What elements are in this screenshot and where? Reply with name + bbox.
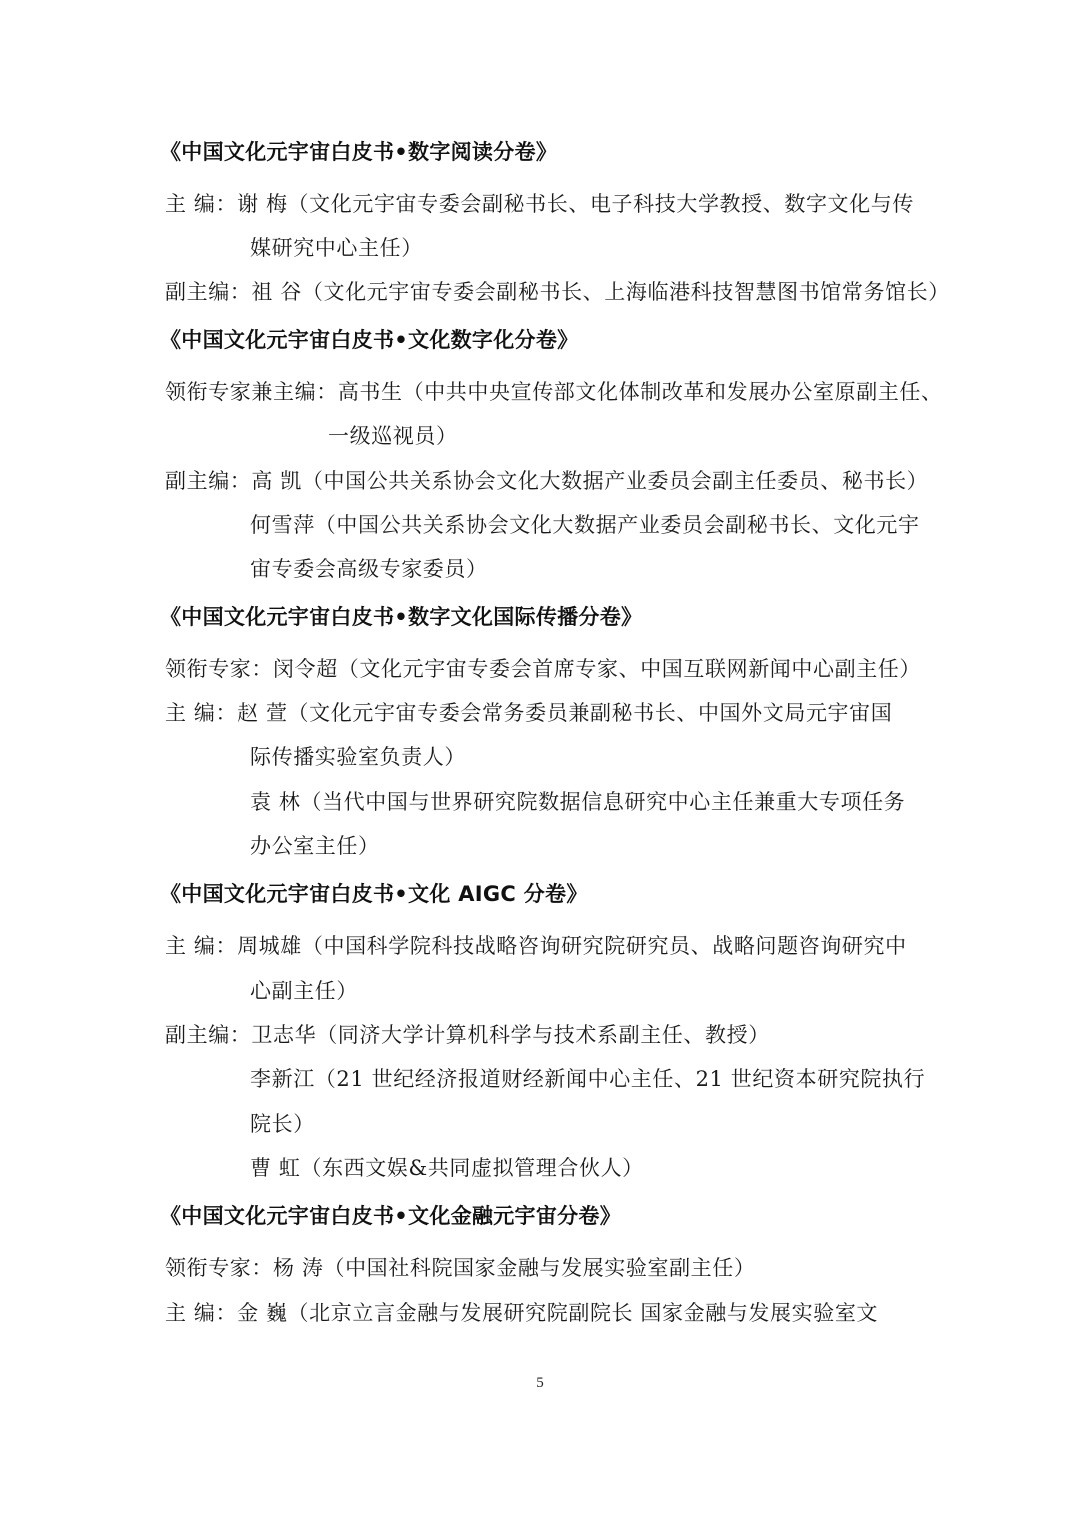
- lead-expert-line: [165, 1254, 755, 1282]
- continuation-line: 一级巡视员）: [328, 424, 458, 448]
- role-label: 领衔专家：: [165, 657, 273, 681]
- person-entry: 赵 萱（文化元宇宙专委会常务委员兼副秘书长、中国外文局元宇宙国: [237, 701, 893, 725]
- person-entry: 谢 梅（文化元宇宙专委会副秘书长、电子科技大学教授、数字文化与传: [237, 192, 914, 216]
- section-title-cultural-finance: 《中国文化元宇宙白皮书•文化金融元宇宙分卷》: [160, 1204, 622, 1228]
- role-label: 副主编：: [165, 280, 252, 304]
- role-label: 主 编：: [165, 1301, 238, 1325]
- person-entry: 周城雄（中国科学院科技战略咨询研究院研究员、战略问题咨询研究中: [237, 934, 907, 958]
- role-label: 主 编：: [165, 701, 238, 725]
- editor-line: [165, 699, 892, 727]
- continuation-line: 宙专委会高级专家委员）: [250, 557, 488, 581]
- role-label: 副主编：: [165, 1023, 252, 1047]
- continuation-line: 际传播实验室负责人）: [250, 745, 466, 769]
- person-entry: 高 凯（中国公共关系协会文化大数据产业委员会副主任委员、秘书长）: [251, 469, 929, 493]
- editor-line: [165, 1299, 878, 1327]
- person-entry: 高书生（中共中央宣传部文化体制改革和发展办公室原副主任、: [337, 380, 943, 404]
- deputy-editor-line: [165, 467, 928, 495]
- role-label: 领衔专家：: [165, 1256, 273, 1280]
- person-entry-line: 何雪萍（中国公共关系协会文化大数据产业委员会副秘书长、文化元宇: [250, 513, 920, 537]
- lead-expert-editor-line: [165, 378, 943, 406]
- section-title-international-communication: 《中国文化元宇宙白皮书•数字文化国际传播分卷》: [160, 605, 643, 629]
- role-label: 主 编：: [165, 192, 238, 216]
- person-entry: 卫志华（同济大学计算机科学与技术系副主任、教授）: [251, 1023, 770, 1047]
- person-entry-line: 曹 虹（东西文娱&共同虚拟管理合伙人）: [250, 1156, 644, 1180]
- section-title-cultural-digitization: 《中国文化元宇宙白皮书•文化数字化分卷》: [160, 328, 579, 352]
- continuation-line: 媒研究中心主任）: [250, 236, 423, 260]
- person-entry: 杨 涛（中国社科院国家金融与发展实验室副主任）: [273, 1256, 756, 1280]
- page-number: 5: [536, 1375, 544, 1391]
- person-entry: 金 巍（北京立言金融与发展研究院副院长 国家金融与发展实验室文: [237, 1301, 879, 1325]
- role-label: 副主编：: [165, 469, 252, 493]
- deputy-editor-line: [165, 278, 950, 306]
- person-entry: 祖 谷（文化元宇宙专委会副秘书长、上海临港科技智慧图书馆常务馆长）: [251, 280, 950, 304]
- role-label: 主 编：: [165, 934, 238, 958]
- editor-line: [165, 190, 914, 218]
- lead-expert-line: [165, 655, 921, 683]
- continuation-line: 院长）: [250, 1112, 315, 1136]
- person-entry-line: 袁 林（当代中国与世界研究院数据信息研究中心主任兼重大专项任务: [250, 790, 906, 814]
- role-label: 领衔专家兼主编：: [165, 380, 338, 404]
- continuation-line: 心副主任）: [250, 979, 358, 1003]
- section-title-aigc: 《中国文化元宇宙白皮书•文化 AIGC 分卷》: [160, 882, 588, 906]
- editor-line: [165, 932, 907, 960]
- deputy-editor-line: [165, 1021, 770, 1049]
- continuation-line: 办公室主任）: [250, 834, 380, 858]
- person-entry-line: 李新江（21 世纪经济报道财经新闻中心主任、21 世纪资本研究院执行: [250, 1067, 926, 1091]
- section-title-digital-reading: 《中国文化元宇宙白皮书•数字阅读分卷》: [160, 140, 558, 164]
- person-entry: 闵令超（文化元宇宙专委会首席专家、中国互联网新闻中心副主任）: [273, 657, 921, 681]
